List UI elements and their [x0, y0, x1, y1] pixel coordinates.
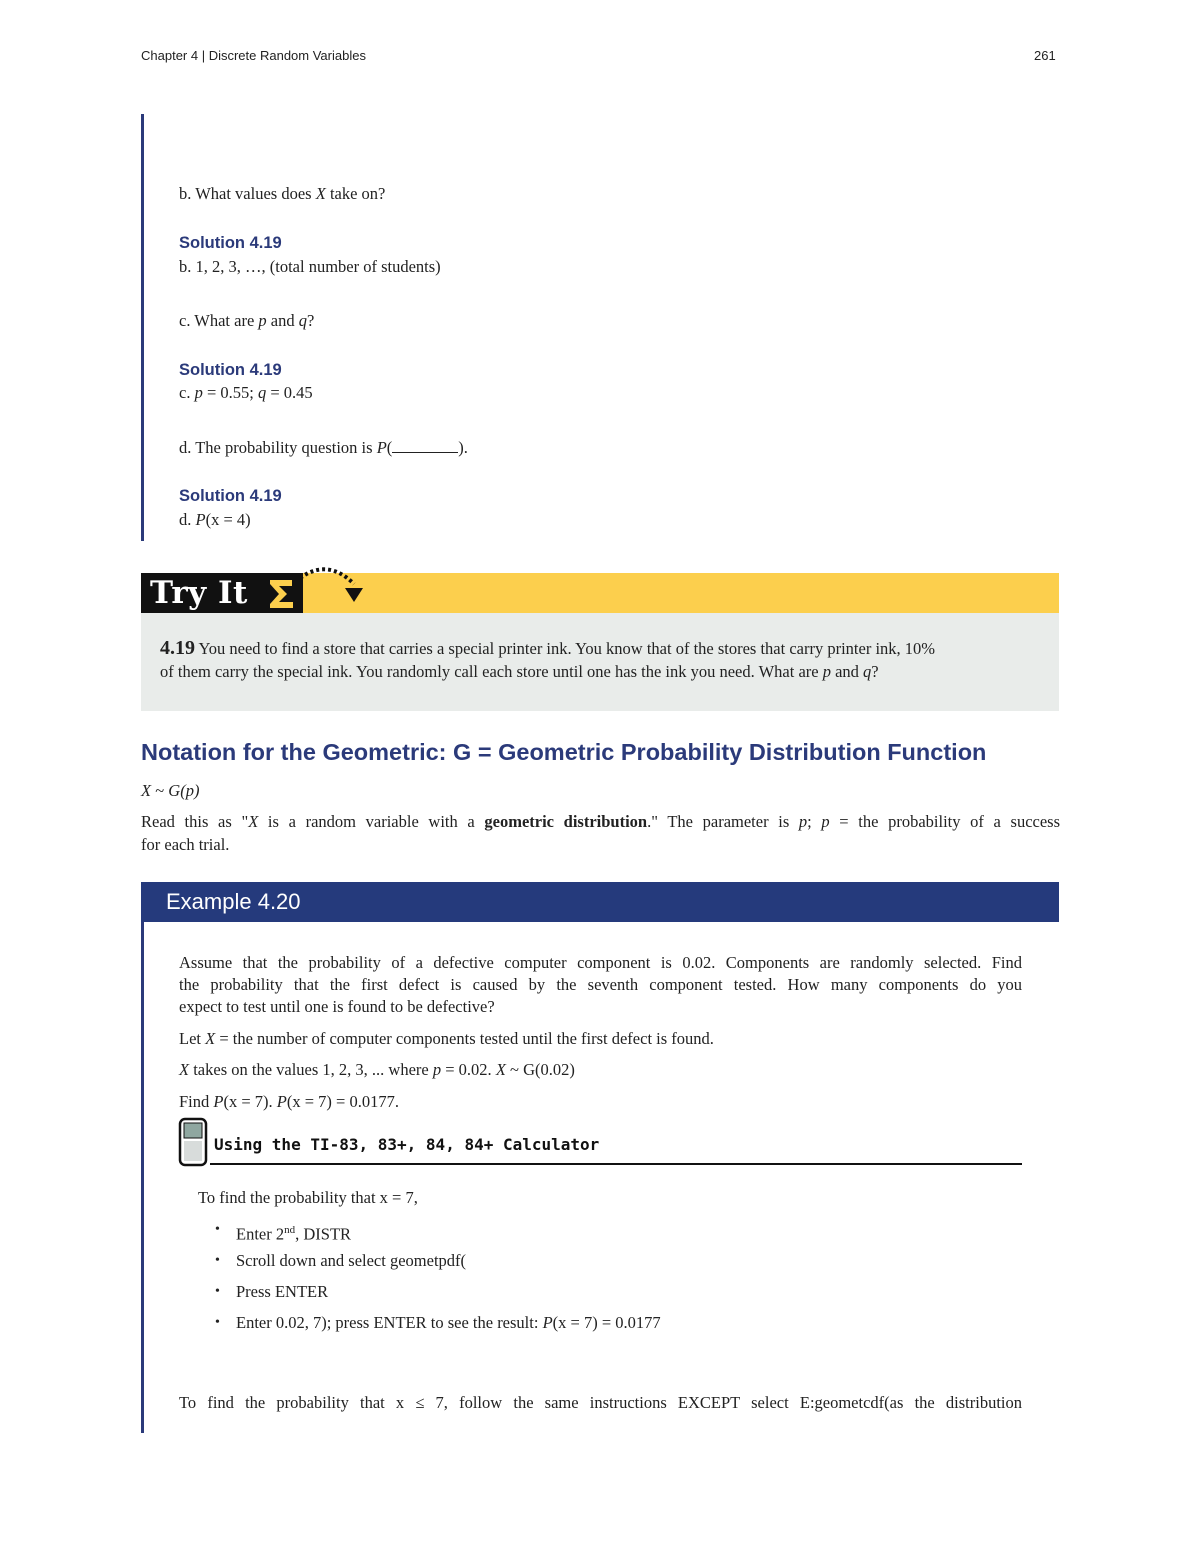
calculator-heading-rule	[210, 1163, 1022, 1165]
calc-step-4: • Enter 0.02, 7); press ENTER to see the result: P(x = 7) = 0.0177	[215, 1312, 661, 1343]
try-it-text-line1: 4.19 You need to find a store that carries a special printer ink. You know that of the stores that carry printer ink, 10%	[160, 637, 936, 659]
try-it-number: 4.19	[160, 637, 195, 659]
calculator-heading: Using the TI-83, 83+, 84, 84+ Calculator	[214, 1135, 600, 1154]
example-accent-bar	[141, 922, 144, 1433]
running-header: Chapter 4 | Discrete Random Variables	[141, 48, 366, 63]
section-accent-bar	[141, 114, 144, 541]
solution-b-label: Solution 4.19	[179, 234, 282, 252]
question-b: b. What values does X take on?	[179, 184, 386, 203]
calc-step-3: • Press ENTER	[215, 1281, 661, 1312]
answer-blank	[392, 438, 458, 453]
notation-read-line2: for each trial.	[141, 835, 230, 854]
question-d: d. The probability question is P( ).	[179, 438, 468, 457]
calc-intro: To find the probability that x = 7,	[198, 1188, 418, 1207]
solution-c-label: Solution 4.19	[179, 361, 282, 379]
notation-heading: Notation for the Geometric: G = Geometric Probability Distribution Function	[141, 739, 987, 765]
try-it-text-line2: of them carry the special ink. You randomly call each store until one has the ink you need. What are p and q?	[160, 662, 879, 681]
page-number: 261	[1034, 48, 1056, 63]
question-c: c. What are p and q?	[179, 311, 315, 330]
solution-c-text: c. p = 0.55; q = 0.45	[179, 383, 313, 402]
try-it-label: Try It	[150, 575, 248, 611]
example-let: Let X = the number of computer components tested until the first defect is found.	[179, 1029, 714, 1048]
calc-steps-list	[215, 1219, 661, 1343]
calc-step-1: • Enter 2nd, DISTR	[215, 1219, 661, 1250]
notation-read-line1: Read this as "X is a random variable with a geometric distribution." The parameter is p; p = the probability of a success	[141, 812, 1061, 831]
example-takes: X takes on the values 1, 2, 3, ... where p = 0.02. X ~ G(0.02)	[179, 1060, 575, 1079]
calc-step-2: • Scroll down and select geometpdf(	[215, 1250, 661, 1281]
try-it-sigma-icon	[262, 560, 372, 612]
example-para1-line3: expect to test until one is found to be defective?	[179, 997, 495, 1016]
calculator-icon	[177, 1117, 209, 1167]
example-final-line: To find the probability that x ≤ 7, follow the same instructions EXCEPT select E:geometcdf(as the distribution	[179, 1393, 1022, 1412]
example-para1-line1: Assume that the probability of a defective computer component is 0.02. Components are randomly selected. Find	[179, 953, 1022, 972]
solution-d-label: Solution 4.19	[179, 487, 282, 505]
solution-d-text: d. P(x = 4)	[179, 510, 251, 529]
solution-b-text: b. 1, 2, 3, …, (total number of students)	[179, 257, 441, 276]
example-title: Example 4.20	[166, 889, 301, 914]
notation-formula: X ~ G(p)	[141, 781, 200, 800]
example-find: Find P(x = 7). P(x = 7) = 0.0177.	[179, 1092, 399, 1111]
example-para1-line2: the probability that the first defect is caused by the seventh component tested. How many components do you	[179, 975, 1022, 994]
example-header	[141, 882, 1059, 922]
